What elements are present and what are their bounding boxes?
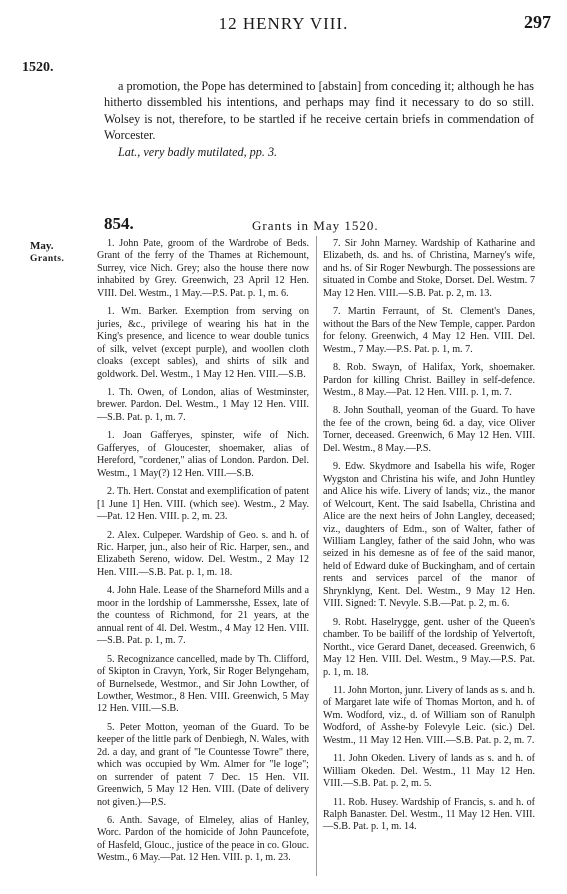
side-month: May. bbox=[30, 240, 54, 252]
running-header-title: 12 HENRY VIII. bbox=[218, 14, 349, 33]
grant-entry: 6. Anth. Savage, of Elmeley, alias of Hanley, Worc. Pardon of the homicide of John Pauncefote, of Hasfeld, Glouc., justice of the peace in co. Glouc. Westm., 6 May.—Pat. 12 Hen. VIII. p. 1, m. 23. bbox=[97, 815, 309, 864]
grant-entry: 7. Martin Ferraunt, of St. Clement's Danes, without the Bars of the New Temple, capper. Pardon for felony. Greenwich, 4 May 12 Hen. VIII. Del. Westm., 7 May.—P.S. Pat. p. 1, m. 7. bbox=[323, 306, 535, 355]
grant-entry: 7. Sir John Marney. Wardship of Katharine and Elizabeth, ds. and hs. of Christina, Marney's wife, and hs. of Sir Roger Newburgh. The possessions are situated in Combe and Stoke, Dorset. Del. Westm. 7 May 12 Hen. VIII.—S.B. Pat. p. 2, m. 13. bbox=[323, 238, 535, 299]
grant-entry: 11. John Okeden. Livery of lands as s. and h. of William Okeden. Del. Westm., 11 May 12 Hen. VIII.—S.B. Pat. p. 2, m. 5. bbox=[323, 753, 535, 790]
intro-block bbox=[104, 78, 534, 160]
right-column bbox=[323, 238, 535, 840]
left-column bbox=[97, 238, 309, 871]
grant-entry: 11. Rob. Husey. Wardship of Francis, s. and h. of Ralph Banaster. Del. Westm., 11 May 12 Hen. VIII.—S.B. Pat. p. 1, m. 14. bbox=[323, 796, 535, 833]
grant-entry: 9. Edw. Skydmore and Isabella his wife, Roger Wygston and Christina his wife, and John Huntley and Alice his wife. Livery of lands; viz., the manor of Welcourt, Kent. The said Isabella, Christina and Alice are the next heirs of John Langley, deceased; viz., daughters of Edm., son of Walter, father of William Langley, father of the said John, who was seized in his demesne as of fee of the said manor, held of Edward duke of Buckingham, and of certain rents and services parcel of the manor of Shrynklyng, Kent. Del. Westm., 9 May 12 Hen. VIII. Signed: T. Nevyle. S.B.—Pat. p. 2, m. 6. bbox=[323, 461, 535, 610]
grant-entry: 2. Th. Hert. Constat and exemplification of patent [1 June 1] Hen. VIII. (which see). Westm., 2 May.—Pat. 12 Hen. VIII. p. 2, m. 23. bbox=[97, 486, 309, 523]
grant-entry: 5. Recognizance cancelled, made by Th. Clifford, of Skipton in Cravyn, York, Sir Roger Belyngeham, of Burnelsede, Westmor., and Sir John Lowther, of Lowther, Westmor., 8 Hen. VIII. Greenwich, 5 May 12 Hen. VIII.—S.B. bbox=[97, 653, 309, 715]
grant-entry: 8. John Southall, yeoman of the Guard. To have the fee of the crown, being 6d. a day, vice Oliver Torner, deceased. Greenwich, 6 May 12 Hen. VIII. Del. Westm., 8 May.—P.S. bbox=[323, 405, 535, 454]
grant-entry: 1. Joan Gafferyes, spinster, wife of Nich. Gafferyes, of Gloucester, shoemaker, alias of Hereford, "cordener," alias of London. Pardon. Del. Westm., 1 May(?) 12 Hen. VIII.—S.B. bbox=[97, 430, 309, 479]
grant-entry: 8. Rob. Swayn, of Halifax, York, shoemaker. Pardon for killing Christ. Bailley in self-defence. Westm., 8 May.—Pat. 12 Hen. VIII. p. 1, m. 7. bbox=[323, 362, 535, 398]
grant-entry: 11. John Morton, junr. Livery of lands as s. and h. of Margaret late wife of Thomas Morton, and h. of Wm. Wodford, viz., d. of William son of Ranulph Wodford, of Asshe-by Folevyle Leic. (sic.) Del. Westm., 11 May 12 Hen. VIII.—S.B. Pat. p. 2, m. 7. bbox=[323, 684, 535, 746]
grant-entry: 5. Peter Motton, yeoman of the Guard. To be keeper of the little park of Denbiegh, N. Wales, with 2d. a day, and grant of "le Countesse Towre" there, which was occupied by Wm. Almer for "le loge"; on surrender of patent 7 Dec. 15 Hen. VII. Greenwich, 5 May 12 Hen. VIII. (Date of delivery not given.)—P.S. bbox=[97, 721, 309, 808]
side-label: Grants. bbox=[30, 254, 65, 264]
intro-note: Lat., very badly mutilated, pp. 3. bbox=[118, 144, 278, 159]
grant-entry: 4. John Hale. Lease of the Sharneford Mills and a moor in the lordship of Lammersshe, Essex, late of the countess of Richmond, for 21 years, at the annual rent of 4l. Del. Westm., 4 May 12 Hen. VIII.—S.B. Pat. p. 1, m. 7. bbox=[97, 585, 309, 647]
grant-entry: 1. Wm. Barker. Exemption from serving on juries, &c., privilege of wearing his hat in the King's presence, and licence to wear double tunics of silk, velvet (except purple), and woollen cloth cloaks (except sables), and shirts of silk and goldwork. Del. Westm., 1 May 12 Hen. VIII.—S.B. bbox=[97, 306, 309, 380]
grant-entry: 9. Robt. Haselrygge, gent. usher of the Queen's chamber. To be bailiff of the lordship of Yelvertoft, Northt., vice Gerard Danet, deceased. Greenwich, 6 May 12 Hen. VIII. Del. Westm., 9 May.—P.S. Pat. p. 1, m. 18. bbox=[323, 616, 535, 678]
grant-entry: 1. Th. Owen, of London, alias of Westminster, brewer. Pardon. Del. Westm., 1 May 12 Hen. VIII.—S.B. Pat. p. 1, m. 7. bbox=[97, 386, 309, 423]
section-title: Grants in May 1520. bbox=[252, 218, 379, 233]
intro-paragraph: a promotion, the Pope has determined to [abstain] from conceding it; although he has hitherto dissembled his intentions, and perhaps may find it necessary to do so still. Wolsey is not, therefore, to be startled if he receive certain briefs in commendation of Worcester. bbox=[104, 79, 534, 143]
grant-entry: 2. Alex. Culpeper. Wardship of Geo. s. and h. of Ric. Harper, jun., also heir of Ric. Harper, sen., and Elizabeth Sereno, widow. Del. Westm., 2 May 12 Hen. VIII.—S.B. Pat. p. 1, m. 18. bbox=[97, 529, 309, 578]
margin-year: 1520. bbox=[22, 60, 54, 75]
page-number: 297 bbox=[524, 12, 551, 32]
column-divider bbox=[316, 236, 317, 876]
grant-entry: 1. John Pate, groom of the Wardrobe of Beds. Grant of the ferry of the Thames at Richemount, Surrey, vice Nich. Grey; also the house there now inhabited by Grey. Greenwich, 23 April 12 Hen. VIII. Del. Westm., 1 May.—P.S. Pat. p. 1, m. 6. bbox=[97, 238, 309, 299]
section-number: 854. bbox=[104, 214, 134, 233]
